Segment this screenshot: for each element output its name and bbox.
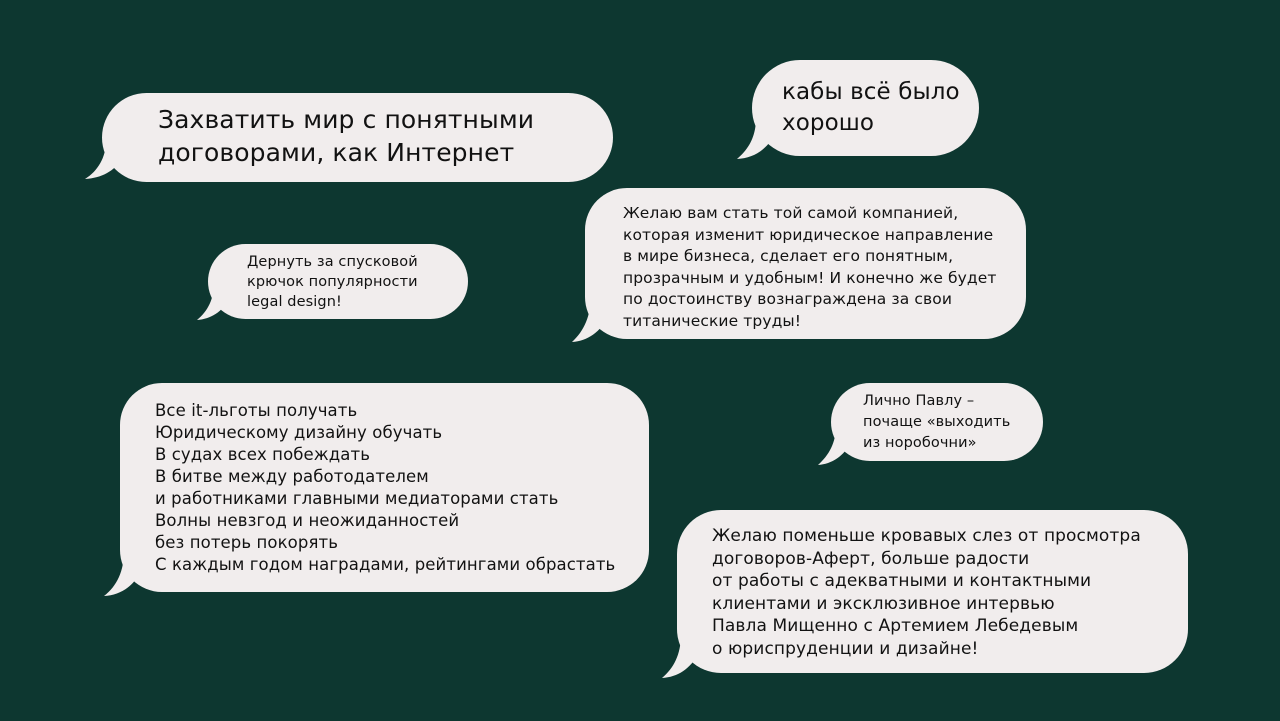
bubble-text: кабы всё было хорошо	[782, 79, 960, 136]
speech-bubble-7	[677, 510, 1188, 673]
speech-bubble-3	[585, 188, 1026, 339]
bubble-tail	[196, 282, 232, 322]
bubble-tail	[661, 634, 701, 680]
bubble-text: Лично Павлу – почаще «выходить из норобочни»	[863, 393, 1011, 451]
bubble-text: Захватить мир с понятными договорами, как Интернет	[158, 105, 535, 167]
bubble-text: Дернуть за спусковой крючок популярности legal design!	[247, 254, 418, 310]
bubble-text: Желаю поменьше кровавых слез от просмотра договоров-Аферт, больше радости от работы с адекватными и контактными клиентами и эксклюзивное интервью Павла Мищенно с Артемием Лебедевым о юриспруденции и дизайне!	[712, 526, 1141, 659]
bubble-text: Желаю вам стать той самой компанией, которая изменит юридическое направление в мире бизнеса, сделает его понятным, прозрачным и удобным! И конечно же будет по достоинству вознаграждена за свои титанические труды!	[623, 204, 997, 330]
bubble-tail	[103, 551, 143, 599]
speech-bubble-2	[752, 60, 979, 156]
bubble-tail	[736, 118, 776, 160]
speech-bubble-5	[120, 383, 649, 592]
bubble-tail	[571, 294, 611, 344]
speech-bubble-1	[102, 93, 613, 182]
speech-bubble-4	[208, 244, 468, 319]
bubble-tail	[817, 425, 853, 467]
bubble-tail	[84, 141, 124, 181]
speech-bubble-6	[831, 383, 1043, 461]
bubble-text: Все it-льготы получать Юридическому дизайну обучать В судах всех побеждать В битве между работодателем и работниками главными медиаторами стать Волны невзгод и неожиданностей без потерь покорять С каждым годом наградами, рейтингами обрастать	[155, 401, 616, 574]
